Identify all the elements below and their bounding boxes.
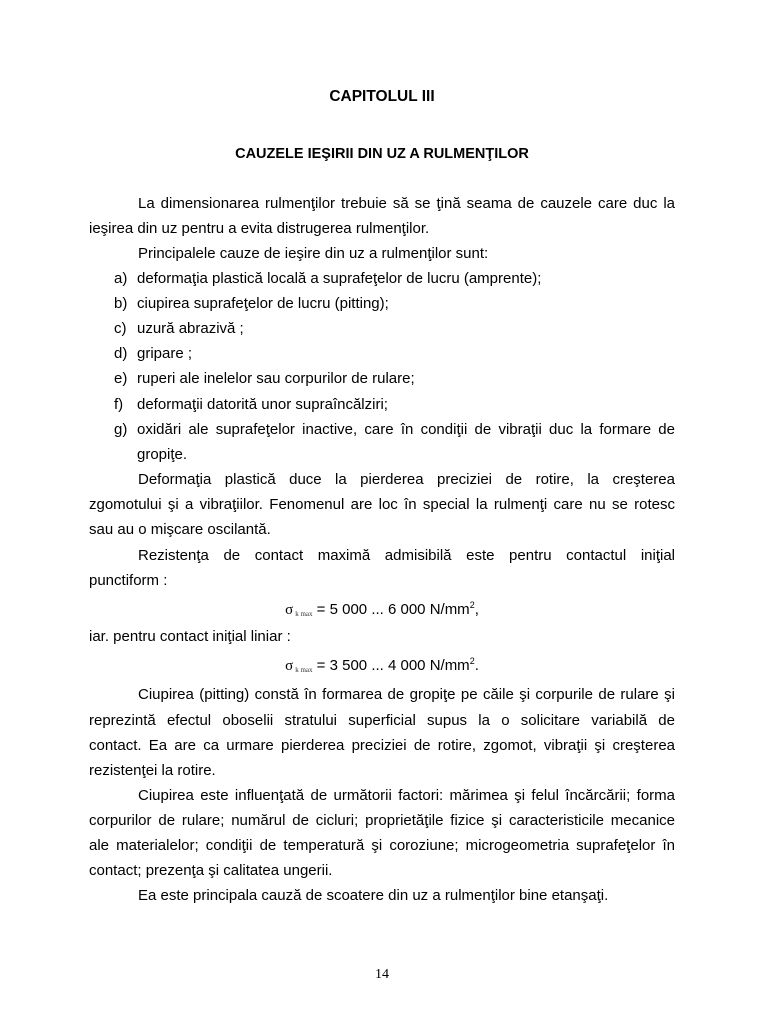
deformatia-line-1: Deformaţia plastică duce la pierderea preciziei de rotire, la creşterea [138, 471, 675, 488]
list-text: deformaţii datorită unor supraîncălziri; [137, 396, 388, 413]
formula-subscript: k max [295, 610, 313, 618]
linear-contact-intro: iar. pentru contact iniţial liniar : [89, 628, 291, 645]
list-text: deformaţia plastică locală a suprafeţelor de lucru (amprente); [137, 270, 542, 287]
formula-value: = 5 000 ... 6 000 N/mm [312, 601, 470, 618]
intro-line-3: Principalele cauze de ieşire din uz a rulmenţilor sunt: [138, 245, 489, 262]
formula-end: . [474, 657, 479, 674]
list-item-continuation: gropiţe. [137, 446, 188, 463]
deformatia-line-2: zgomotului şi a vibraţiilor. Fenomenul are loc în special la rulmenţi care nu se rotesc [89, 496, 675, 513]
ciupirea1-line-3: contact. Ea are ca urmare pierderea preciziei de rotire, zgomot, vibraţii şi creşterea [89, 737, 675, 754]
intro-line-2: ieşirea din uz pentru a evita distrugerea rulmenţilor. [89, 220, 430, 237]
ciupirea2-line-4: contact; prezenţa şi calitatea ungerii. [89, 862, 333, 879]
list-marker: b) [114, 295, 128, 312]
formula-superscript: 2 [469, 656, 475, 666]
deformatia-line-3: sau au o mişcare oscilantă. [89, 521, 271, 538]
list-text: ciupirea suprafeţelor de lucru (pitting); [137, 295, 389, 312]
formula-superscript: 2 [469, 600, 475, 610]
list-marker: e) [114, 370, 128, 387]
ciupirea2-line-2: corpurilor de rulare; numărul de cicluri; proprietăţile fizice şi caracteristicile mecanice [89, 812, 675, 829]
section-title: CAUZELE IEŞIRII DIN UZ A RULMENŢILOR [235, 146, 529, 162]
ciupirea1-line-2: reprezintă efectul oboselii stratului superficial supus la o solicitare variabilă de [89, 712, 675, 729]
list-text: ruperi ale inelelor sau corpurilor de rulare; [137, 370, 415, 387]
rezistenta-line-1: Rezistenţa de contact maximă admisibilă este pentru contactul iniţial [138, 547, 675, 564]
formula-value: = 3 500 ... 4 000 N/mm [312, 657, 470, 674]
chapter-title: CAPITOLUL III [329, 88, 435, 105]
list-text: gripare ; [137, 345, 193, 362]
list-marker: a) [114, 270, 128, 287]
ciupirea2-line-3: ale materialelor; condiţii de temperatură şi coroziune; microgeometria suprafeţelor în [89, 837, 675, 854]
final-sentence: Ea este principala cauză de scoatere din uz a rulmenţilor bine etanşaţi. [138, 887, 609, 904]
list-marker: f) [114, 396, 124, 413]
list-text: oxidări ale suprafeţelor inactive, care în condiţii de vibraţii duc la formare de [137, 421, 675, 438]
formula-subscript: k max [295, 666, 313, 674]
ciupirea1-line-1: Ciupirea (pitting) constă în formarea de gropiţe pe căile şi corpurile de rulare şi [138, 686, 675, 703]
sigma-symbol: σ [285, 658, 294, 674]
list-marker: c) [114, 320, 127, 337]
list-marker: g) [114, 421, 128, 438]
sigma-symbol: σ [285, 602, 294, 618]
formula-end: , [474, 601, 479, 618]
list-text: uzură abrazivă ; [137, 320, 244, 337]
ciupirea1-line-4: rezistenţei la rotire. [89, 762, 216, 779]
formula-point-contact [89, 600, 675, 624]
list-marker: d) [114, 345, 128, 362]
ciupirea2-line-1: Ciupirea este influenţată de următorii factori: mărimea şi felul încărcării; forma [138, 787, 675, 804]
page-number: 14 [375, 967, 389, 982]
rezistenta-line-2: punctiform : [89, 572, 168, 589]
formula-linear-contact [89, 656, 675, 680]
intro-line-1: La dimensionarea rulmenţilor trebuie să se ţină seama de cauzele care duc la [138, 195, 675, 212]
